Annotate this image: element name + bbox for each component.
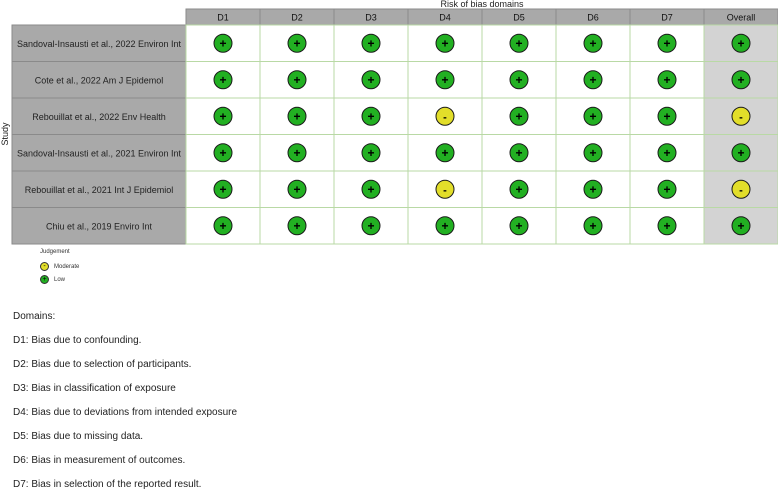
judgement-symbol: +	[589, 182, 597, 197]
judgement-symbol: +	[589, 36, 597, 51]
low-icon: +	[40, 275, 49, 284]
column-header-label: Overall	[726, 12, 756, 23]
domain-item: D3: Bias in classification of exposure	[13, 383, 176, 394]
judgement-symbol: +	[293, 218, 301, 233]
legend	[40, 249, 79, 286]
study-label: Rebouillat et al., 2021 Int J Epidemiol	[24, 184, 174, 195]
column-header-label: D6	[587, 12, 599, 23]
judgement-symbol: +	[663, 72, 671, 87]
domain-item: D1: Bias due to confounding.	[13, 335, 142, 346]
judgement-symbol: +	[441, 72, 449, 87]
study-label: Chiu et al., 2019 Enviro Int	[45, 221, 153, 232]
judgement-symbol: +	[515, 145, 523, 160]
judgement-symbol: +	[663, 145, 671, 160]
judgement-symbol: +	[663, 36, 671, 51]
study-label: Sandoval-Insausti et al., 2022 Environ Int	[16, 38, 182, 49]
column-header-label: D5	[513, 12, 525, 23]
judgement-symbol: +	[515, 72, 523, 87]
domains-list	[13, 310, 773, 502]
domain-item: D7: Bias in selection of the reported result.	[13, 479, 202, 490]
judgement-symbol: +	[737, 72, 745, 87]
judgement-symbol: +	[293, 36, 301, 51]
judgement-symbol: +	[589, 218, 597, 233]
legend-item-moderate	[40, 260, 79, 273]
judgement-symbol: -	[443, 184, 447, 197]
column-header-label: D3	[365, 12, 377, 23]
judgement-symbol: +	[441, 36, 449, 51]
judgement-symbol: +	[219, 218, 227, 233]
judgement-symbol: +	[367, 36, 375, 51]
legend-item-low	[40, 273, 79, 286]
judgement-symbol: +	[367, 218, 375, 233]
judgement-symbol: +	[589, 145, 597, 160]
judgement-symbol: +	[219, 72, 227, 87]
top-title: Risk of bias domains	[440, 0, 524, 9]
moderate-icon: -	[40, 262, 49, 271]
judgement-symbol: +	[367, 182, 375, 197]
judgement-symbol: +	[367, 109, 375, 124]
column-header-label: D1	[217, 12, 229, 23]
domains-heading: Domains:	[13, 311, 56, 322]
judgement-symbol: -	[739, 111, 743, 124]
judgement-symbol: +	[293, 72, 301, 87]
judgement-symbol: +	[293, 145, 301, 160]
domain-item: D5: Bias due to missing data.	[13, 431, 144, 442]
judgement-symbol: +	[515, 182, 523, 197]
column-header-label: D2	[291, 12, 303, 23]
judgement-symbol: +	[293, 109, 301, 124]
judgement-symbol: +	[737, 218, 745, 233]
judgement-symbol: -	[443, 111, 447, 124]
judgement-symbol: +	[737, 36, 745, 51]
judgement-symbol: +	[441, 145, 449, 160]
domain-item: D4: Bias due to deviations from intended exposure	[13, 407, 238, 418]
judgement-symbol: +	[589, 72, 597, 87]
domain-item: D6: Bias in measurement of outcomes.	[13, 455, 186, 466]
legend-title: Judgement	[40, 249, 70, 255]
judgement-symbol: +	[515, 36, 523, 51]
y-axis-title: Study	[0, 122, 10, 146]
domain-item: D2: Bias due to selection of participants.	[13, 359, 192, 370]
judgement-symbol: +	[663, 218, 671, 233]
study-label: Sandoval-Insausti et al., 2021 Environ Int	[16, 148, 182, 159]
judgement-symbol: +	[441, 218, 449, 233]
judgement-symbol: +	[663, 109, 671, 124]
judgement-symbol: +	[515, 109, 523, 124]
judgement-symbol: +	[219, 36, 227, 51]
judgement-symbol: +	[293, 182, 301, 197]
judgement-symbol: +	[219, 145, 227, 160]
judgement-symbol: +	[219, 182, 227, 197]
study-label: Rebouillat et al., 2022 Env Health	[32, 111, 166, 122]
judgement-symbol: +	[589, 109, 597, 124]
judgement-symbol: +	[737, 145, 745, 160]
judgement-symbol: +	[367, 72, 375, 87]
judgement-symbol: +	[663, 182, 671, 197]
legend-label-moderate: Moderate	[54, 263, 80, 270]
column-header-label: D7	[661, 12, 673, 23]
judgement-symbol: +	[515, 218, 523, 233]
judgement-symbol: +	[219, 109, 227, 124]
judgement-symbol: +	[367, 145, 375, 160]
column-header-label: D4	[439, 12, 451, 23]
risk-of-bias-grid	[0, 0, 778, 245]
study-label: Cote et al., 2022 Am J Epidemol	[34, 75, 164, 86]
legend-label-low: Low	[54, 276, 66, 283]
judgement-symbol: -	[739, 184, 743, 197]
